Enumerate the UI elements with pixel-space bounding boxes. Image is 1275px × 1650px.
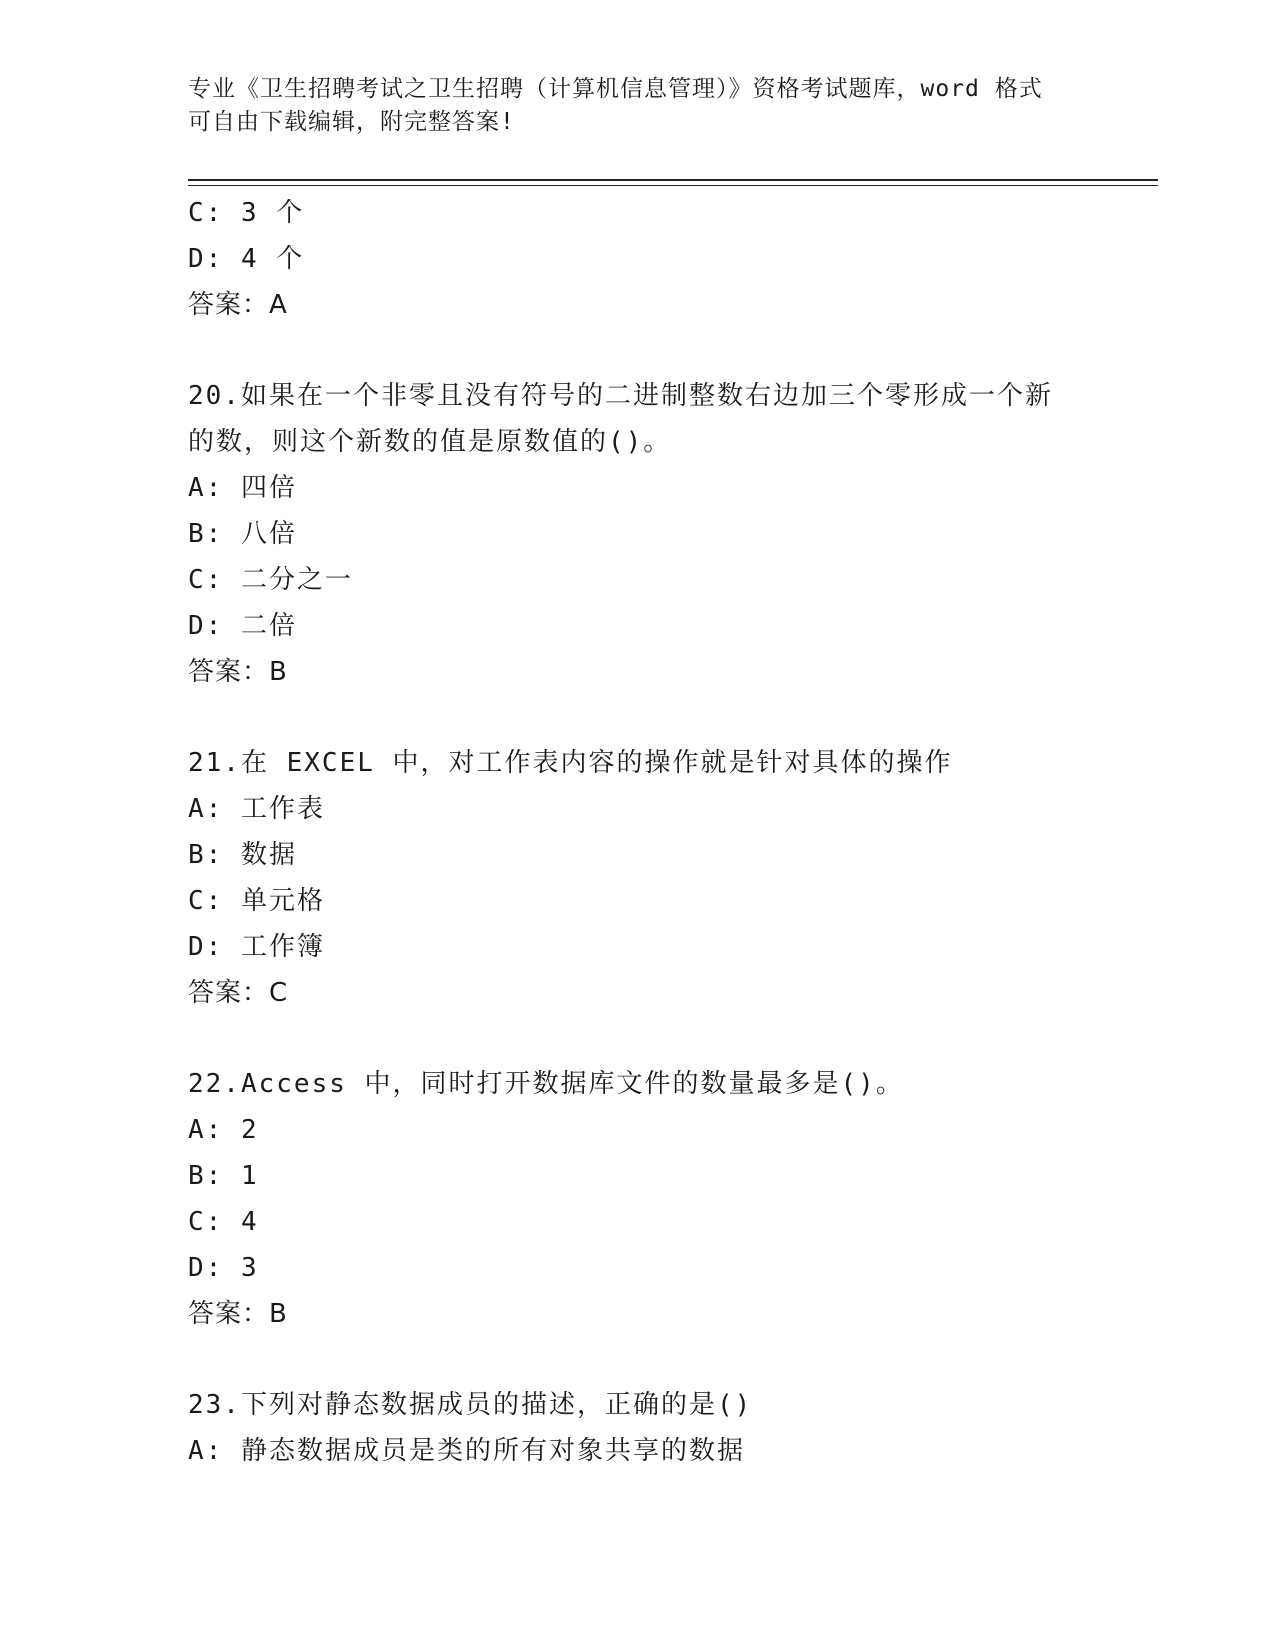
question-19-tail	[188, 190, 1088, 328]
option-c: C: 二分之一	[188, 565, 353, 595]
option-d: D: 3	[188, 1253, 259, 1283]
option-a: A: 2	[188, 1115, 259, 1145]
option-c: C: 4	[188, 1207, 259, 1237]
header-title-line-1: 专业《卫生招聘考试之卫生招聘（计算机信息管理）》资格考试题库，word 格式	[188, 76, 1043, 102]
option-d: D: 4 个	[188, 244, 305, 274]
question-stem: 21.在 EXCEL 中，对工作表内容的操作就是针对具体的操作	[188, 748, 953, 778]
question-stem: 23.下列对静态数据成员的描述，正确的是()	[188, 1390, 753, 1420]
option-c: C: 3 个	[188, 198, 305, 228]
header-rule-thin	[188, 185, 1158, 186]
option-a: A: 工作表	[188, 794, 325, 824]
answer-label: 答案：B	[188, 1299, 288, 1329]
option-d: D: 工作簿	[188, 932, 325, 962]
question-22	[188, 1061, 1088, 1337]
option-a: A: 静态数据成员是类的所有对象共享的数据	[188, 1436, 745, 1466]
question-stem: 20.如果在一个非零且没有符号的二进制整数右边加三个零形成一个新	[188, 381, 1053, 411]
question-stem: 22.Access 中，同时打开数据库文件的数量最多是()。	[188, 1069, 904, 1099]
option-b: B: 八倍	[188, 519, 297, 549]
option-c: C: 单元格	[188, 886, 325, 916]
question-21	[188, 740, 1088, 1016]
answer-label: 答案：C	[188, 978, 289, 1008]
option-d: D: 二倍	[188, 611, 297, 641]
option-a: A: 四倍	[188, 473, 297, 503]
document-header	[188, 73, 1088, 139]
question-stem: 的数，则这个新数的值是原数值的()。	[188, 427, 672, 457]
question-20	[188, 373, 1088, 695]
option-b: B: 1	[188, 1161, 259, 1191]
answer-label: 答案：A	[188, 290, 288, 320]
question-content	[188, 190, 1088, 1474]
answer-label: 答案：B	[188, 657, 288, 687]
option-b: B: 数据	[188, 840, 297, 870]
header-title-line-2: 可自由下载编辑，附完整答案!	[188, 109, 515, 135]
header-rule-thick	[188, 179, 1158, 181]
question-23	[188, 1382, 1088, 1474]
